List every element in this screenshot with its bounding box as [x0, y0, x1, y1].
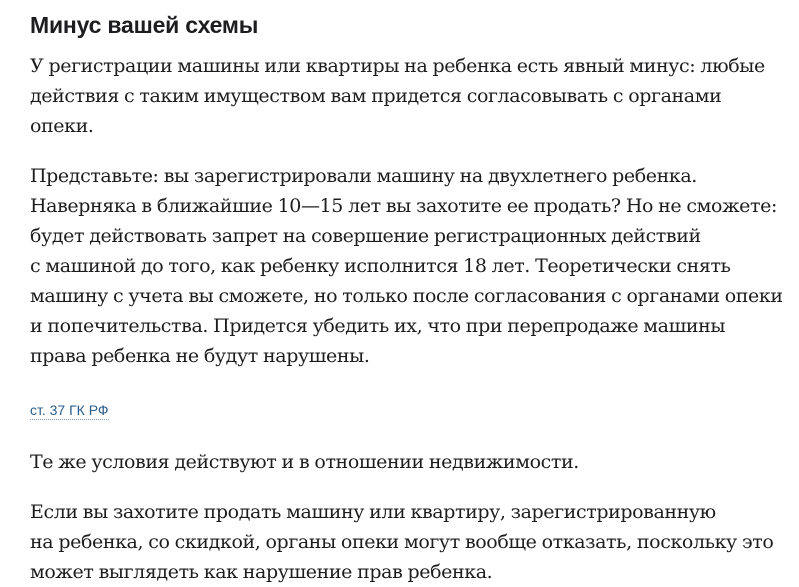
article-body [30, 0, 790, 587]
text-line: будет действовать запрет на совершение регистрационных действий [30, 225, 701, 247]
paragraph-discount-sale [30, 497, 790, 587]
text-line: опеки. [30, 115, 94, 137]
text-line: и попечительства. Придется убедить их, что при перепродаже машины [30, 315, 726, 337]
text-line: Те же условия действуют и в отношении недвижимости. [30, 451, 579, 473]
text-line: машину с учета вы сможете, но только после согласования с органами опеки [30, 285, 783, 307]
text-line: может выглядеть как нарушение прав ребенка. [30, 561, 493, 583]
paragraph-car-example [30, 161, 790, 371]
text-line: с машиной до того, как ребенку исполнится 18 лет. Теоретически снять [30, 255, 731, 277]
text-line: на ребенка, со скидкой, органы опеки могут вообще отказать, поскольку это [30, 531, 774, 553]
text-line: Представьте: вы зарегистрировали машину на двухлетнего ребенка. [30, 165, 697, 187]
section-heading: Минус вашей схемы [30, 12, 259, 38]
text-line: действия с таким имуществом вам придется согласовывать с органами [30, 85, 722, 107]
text-line: У регистрации машины или квартиры на ребенка есть явный минус: любые [30, 55, 765, 77]
text-line: Наверняка в ближайшие 10—15 лет вы захотите ее продать? Но не сможете: [30, 195, 777, 217]
reference-block [30, 371, 790, 420]
text-line: Если вы захотите продать машину или квартиру, зарегистрированную [30, 501, 716, 523]
paragraph-real-estate [30, 447, 790, 477]
paragraph-registration-minus [30, 51, 790, 141]
law-reference-link[interactable]: ст. 37 ГК РФ [30, 402, 109, 418]
text-line: права ребенка не будут нарушены. [30, 345, 370, 367]
